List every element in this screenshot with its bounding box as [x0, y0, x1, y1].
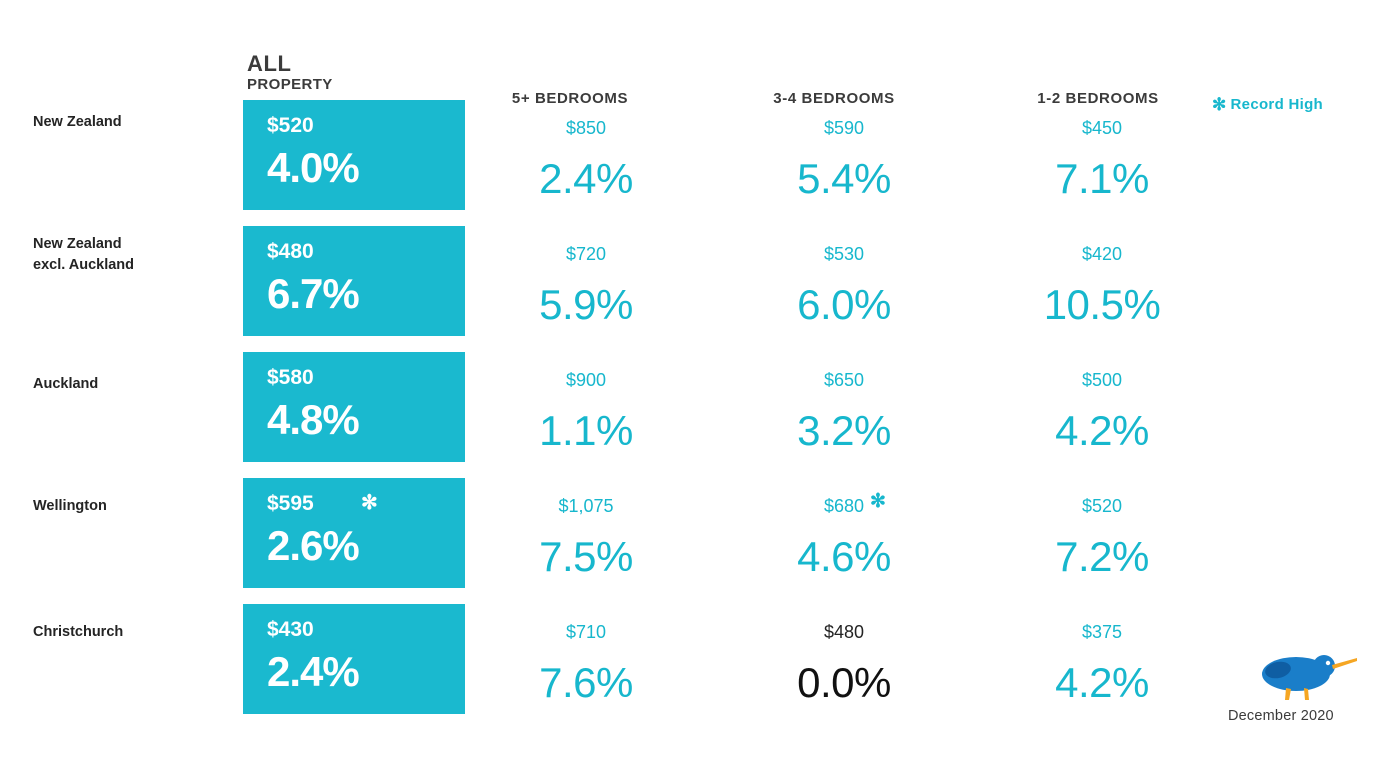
percent-value: 10.5%	[1043, 281, 1161, 328]
percent-value: 3.2%	[797, 407, 891, 454]
percent-value: 1.1%	[539, 407, 633, 454]
percent-value: 7.1%	[1055, 155, 1149, 202]
report-date: December 2020	[1228, 708, 1334, 724]
all-property-price: $580	[267, 366, 314, 389]
row-label-wellington: Wellington	[33, 498, 107, 514]
cell-5plus-bedrooms	[470, 604, 702, 707]
cell-1-2-bedrooms	[986, 226, 1218, 329]
table-row	[0, 478, 1382, 600]
price-value: $530	[823, 244, 865, 264]
percent-value: 7.5%	[539, 533, 633, 580]
cell-1-2-bedrooms	[986, 100, 1218, 203]
cell-5plus-bedrooms	[470, 226, 702, 329]
price-value: $450	[1081, 118, 1123, 138]
row-label-line1: New Zealand	[33, 236, 122, 252]
percent-value: 4.2%	[1055, 407, 1149, 454]
all-property-percent: 4.8%	[267, 396, 359, 443]
price-value: $900	[565, 370, 607, 390]
record-high-asterisk-icon: ✻	[361, 492, 378, 514]
price-value: $500	[1081, 370, 1123, 390]
column-header-all-property	[243, 52, 469, 94]
table-row	[0, 352, 1382, 474]
percent-value: 0.0%	[797, 659, 891, 706]
all-property-percent: 2.6%	[267, 522, 359, 569]
all-property-price: $520	[267, 114, 314, 137]
cell-5plus-bedrooms	[470, 352, 702, 455]
table-row	[0, 226, 1382, 348]
cell-all-property	[243, 604, 465, 714]
column-header-3-4-bedrooms: 3-4 BEDROOMS	[773, 90, 895, 107]
all-property-price: $430	[267, 618, 314, 641]
row-label-new-zealand: New Zealand	[33, 114, 122, 130]
all-property-percent: 2.4%	[267, 648, 359, 695]
price-value: $720	[565, 244, 607, 264]
column-header-1-2-bedrooms: 1-2 BEDROOMS	[1037, 90, 1159, 107]
cell-all-property	[243, 352, 465, 462]
price-value	[728, 491, 960, 517]
price-value: $420	[1081, 244, 1123, 264]
column-header-all-sub: PROPERTY	[247, 76, 333, 93]
price-value: $480	[823, 622, 865, 642]
all-property-percent: 6.7%	[267, 270, 359, 317]
percent-value: 4.6%	[797, 533, 891, 580]
percent-value: 2.4%	[539, 155, 633, 202]
percent-value: 4.2%	[1055, 659, 1149, 706]
all-property-price: $480	[267, 240, 314, 263]
percent-value: 7.6%	[539, 659, 633, 706]
cell-3-4-bedrooms	[728, 100, 960, 203]
cell-5plus-bedrooms	[470, 100, 702, 203]
column-header-all-main: ALL	[247, 51, 292, 76]
cell-3-4-bedrooms	[728, 604, 960, 707]
asterisk-icon: ✻	[1212, 95, 1227, 114]
percent-value: 5.9%	[539, 281, 633, 328]
cell-all-property	[243, 100, 465, 210]
price-value: $520	[1081, 496, 1123, 516]
cell-3-4-bedrooms	[728, 226, 960, 329]
table-row	[0, 100, 1382, 222]
all-property-price: $595	[267, 492, 314, 515]
cell-all-property	[243, 226, 465, 336]
kiwi-bird-logo-icon	[1256, 648, 1360, 704]
percent-value: 5.4%	[797, 155, 891, 202]
table-header	[0, 40, 1382, 114]
all-property-percent: 4.0%	[267, 144, 359, 191]
cell-1-2-bedrooms	[986, 604, 1218, 707]
percent-value: 6.0%	[797, 281, 891, 328]
row-label-line2: excl. Auckland	[33, 257, 135, 273]
cell-all-property	[243, 478, 465, 588]
table-row	[0, 604, 1382, 726]
row-label-christchurch: Christchurch	[33, 624, 124, 640]
cell-3-4-bedrooms	[728, 352, 960, 455]
cell-3-4-bedrooms	[728, 478, 960, 581]
price-value: $850	[565, 118, 607, 138]
cell-1-2-bedrooms	[986, 478, 1218, 581]
price-value: $1,075	[558, 496, 614, 516]
price-value: $375	[1081, 622, 1123, 642]
price-value: $650	[823, 370, 865, 390]
row-label-auckland: Auckland	[33, 376, 99, 392]
record-high-asterisk-icon: ✻	[870, 491, 886, 512]
cell-5plus-bedrooms	[470, 478, 702, 581]
price-value: $590	[823, 118, 865, 138]
percent-value: 7.2%	[1055, 533, 1149, 580]
row-label-new-zealand-excl-auckland	[33, 234, 233, 276]
legend-label: Record High	[1230, 96, 1324, 113]
column-header-5plus-bedrooms: 5+ BEDROOMS	[511, 90, 629, 107]
price-value: $710	[565, 622, 607, 642]
cell-1-2-bedrooms	[986, 352, 1218, 455]
price-text: $680	[823, 496, 865, 516]
